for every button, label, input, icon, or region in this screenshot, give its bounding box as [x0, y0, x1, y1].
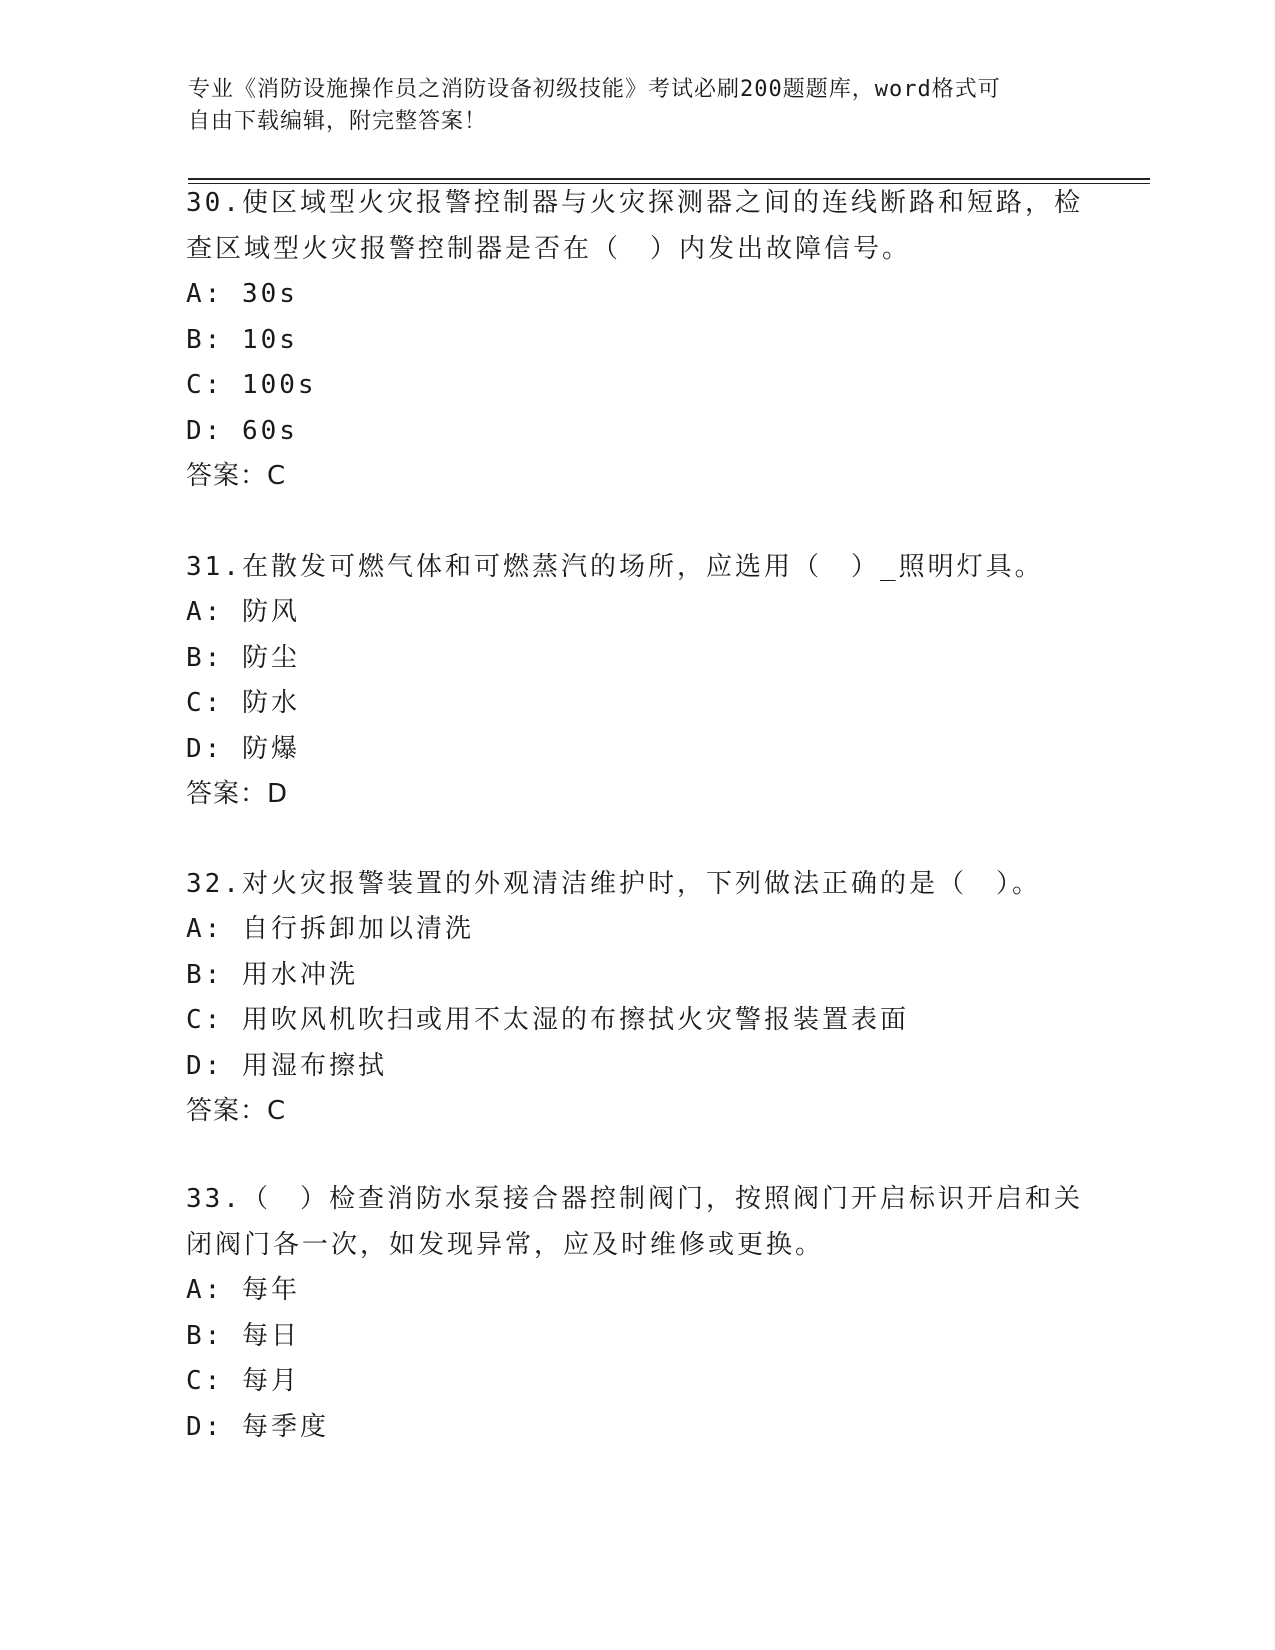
question-stem-line: 31.在散发可燃气体和可燃蒸汽的场所，应选用（ ）_照明灯具。	[186, 552, 1044, 582]
answer-label: 答案：D	[186, 779, 289, 809]
option-a: A: 自行拆卸加以清洗	[186, 914, 474, 944]
option-b: B: 每日	[186, 1320, 300, 1351]
answer-label: 答案：C	[186, 461, 287, 491]
document-header	[188, 74, 1068, 138]
option-d: D: 防爆	[186, 733, 300, 764]
option-b: B: 10s	[186, 324, 298, 355]
option-c: C: 防水	[186, 688, 300, 718]
option-a: A: 防风	[186, 597, 300, 627]
option-c: C: 每月	[186, 1366, 300, 1396]
question-31	[186, 544, 1086, 816]
question-stem-line: 32.对火灾报警装置的外观清洁维护时，下列做法正确的是（ ）。	[186, 869, 1041, 899]
answer-label: 答案：C	[186, 1096, 287, 1126]
header-intro-line-1: 专业《消防设施操作员之消防设备初级技能》考试必刷200题题库，word格式可	[188, 77, 1001, 102]
question-stem-line: 30.使区域型火灾报警控制器与火灾探测器之间的连线断路和短路，检	[186, 188, 1083, 218]
option-b: B: 用水冲洗	[186, 959, 358, 990]
question-33	[186, 1176, 1086, 1450]
question-stem-line: 闭阀门各一次，如发现异常，应及时维修或更换。	[186, 1230, 825, 1260]
option-c: C: 用吹风机吹扫或用不太湿的布擦拭火灾警报装置表面	[186, 1005, 909, 1035]
question-stem-line: 33.（ ）检查消防水泵接合器控制阀门，按照阀门开启标识开启和关	[186, 1184, 1083, 1214]
option-a: A: 每年	[186, 1275, 300, 1305]
option-b: B: 防尘	[186, 642, 300, 673]
question-stem-line: 查区域型火灾报警控制器是否在（ ）内发出故障信号。	[186, 234, 912, 264]
header-intro-line-2: 自由下载编辑，附完整答案！	[188, 109, 488, 134]
question-32	[186, 861, 1086, 1133]
option-c: C: 100s	[186, 370, 317, 400]
option-d: D: 60s	[186, 415, 298, 446]
option-d: D: 每季度	[186, 1411, 329, 1442]
question-30	[186, 180, 1086, 498]
option-d: D: 用湿布擦拭	[186, 1050, 387, 1081]
option-a: A: 30s	[186, 279, 298, 309]
